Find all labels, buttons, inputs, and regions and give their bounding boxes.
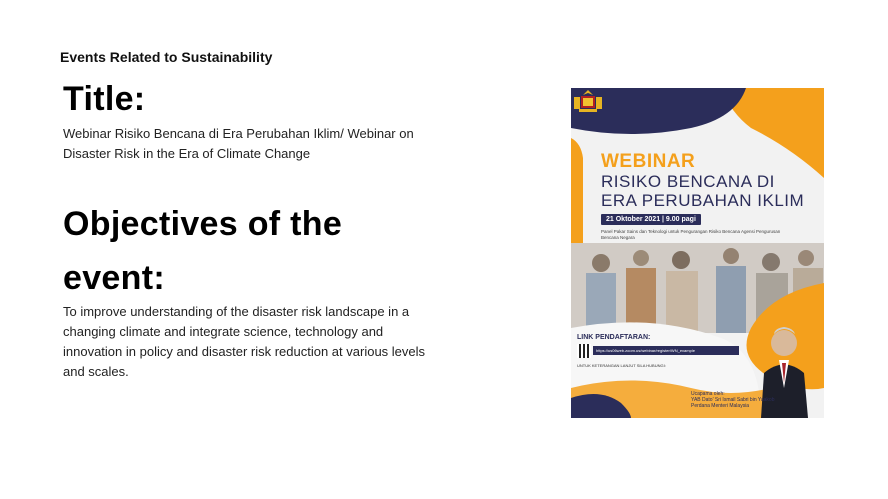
poster-info: UNTUK KETERANGAN LANJUT SILA HUBUNGI: [577,363,666,368]
poster-thanks-role: Perdana Menteri Malaysia [691,403,750,409]
poster-date: 21 Oktober 2021 | 9.00 pagi [601,214,701,225]
poster-link-url: https://us06web.zoom.us/webinar/register/WN_example [593,346,739,355]
title-text: Webinar Risiko Bencana di Era Perubahan Iklim/ Webinar on Disaster Risk in the Era of Climate Change [63,126,414,161]
qr-code-icon [577,344,591,358]
poster-webinar-label: WEBINAR [601,151,696,172]
objectives-heading-line2: event: [63,259,165,297]
objectives-text: To improve understanding of the disaster risk landscape in a changing climate and integrate science, technology and innovation in policy and disaster risk reduction at various levels and scales. [63,304,426,379]
objectives-heading-line1: Objectives of the [63,205,343,243]
poster-title-line2: ERA PERUBAHAN IKLIM [601,191,805,210]
title-heading: Title: [63,80,146,118]
poster-organizer: Panel Pakar Sains dan Teknologi untuk Pengurangan Risiko Bencana Agensi Pengurusan Bencana Negara [601,229,781,240]
poster-thanks-label: Ucapama oleh: [691,391,725,397]
poster-thanks [691,391,781,409]
malaysia-crest-icon [571,88,605,114]
section-label: Events Related to Sustainability [60,49,273,65]
poster-thanks-name: YAB Dato' Sri Ismail Sabri bin Yaakob [691,397,775,403]
poster-link-label: LINK PENDAFTARAN: [577,334,651,341]
webinar-poster-image [571,88,824,418]
poster-background [571,88,824,418]
poster-title-line1: RISIKO BENCANA DI [601,172,775,191]
